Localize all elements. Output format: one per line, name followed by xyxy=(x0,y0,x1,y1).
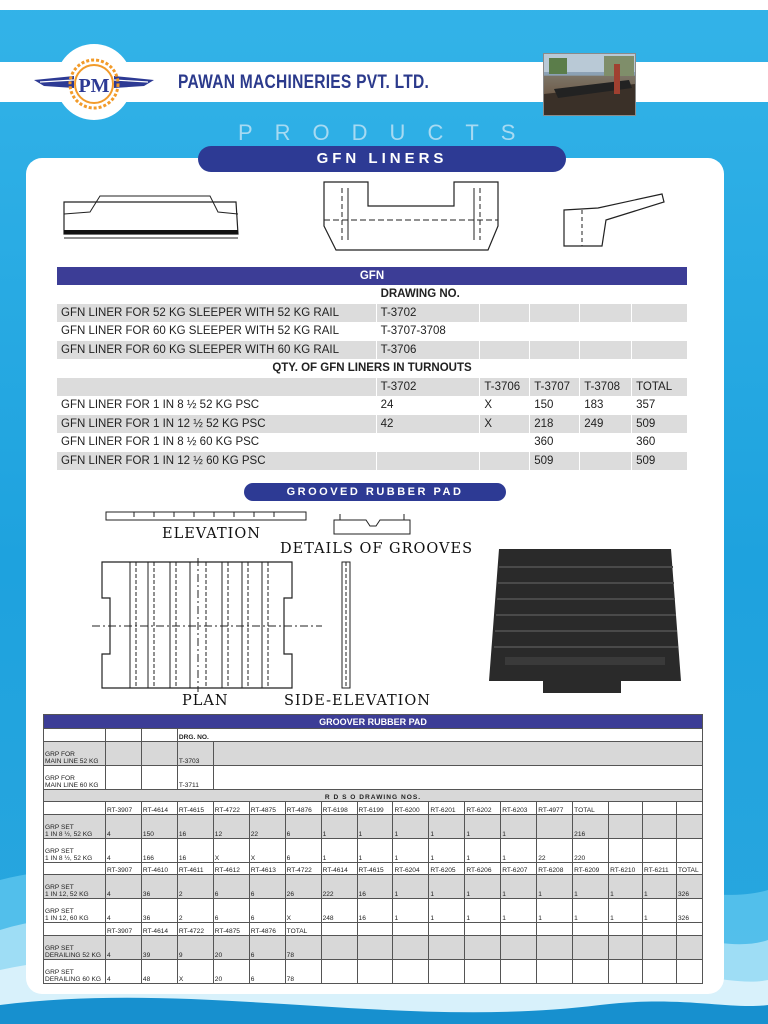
row-label: GRP SET 1 IN 12, 52 KG xyxy=(44,875,106,899)
logo-text: PM xyxy=(78,75,110,97)
table-row xyxy=(44,765,703,789)
row-label: GRP SET 1 IN 8 ½, 52 KG xyxy=(44,814,106,838)
table-row: GFN LINER FOR 60 KG SLEEPER WITH 60 KG RAIL T-3706 xyxy=(57,341,688,360)
grp-table-title: GROOVER RUBBER PAD xyxy=(44,715,703,729)
drg-no-header: DRG. NO. xyxy=(177,729,702,742)
qty-title: QTY. OF GFN LINERS IN TURNOUTS xyxy=(57,359,688,378)
row-label: GRP SET DERAILING 60 KG xyxy=(44,959,106,983)
table-row: GRP SET DERAILING 60 KG 4 48 X 20 6 78 xyxy=(44,959,703,983)
gfn-table xyxy=(56,266,688,471)
drg-no: T-3703 xyxy=(177,741,213,765)
gfn-table-title: GFN xyxy=(57,267,688,286)
company-logo xyxy=(30,42,158,122)
row-label: GRP SET 1 IN 8 ½, 52 KG xyxy=(44,838,106,862)
sub-title: GROOVED RUBBER PAD xyxy=(244,483,506,501)
table-row: GFN LINER FOR 1 IN 8 ½ 60 KG PSC 360 360 xyxy=(57,433,688,452)
plan-drawing xyxy=(92,558,322,692)
table-row: GFN LINER FOR 52 KG SLEEPER WITH 52 KG RAIL T-3702 xyxy=(57,304,688,323)
elevation-drawing xyxy=(104,508,310,524)
liner-drawing-3 xyxy=(558,190,670,248)
row-label: GRP FOR MAIN LINE 52 KG xyxy=(44,741,106,765)
plan-label: PLAN xyxy=(182,693,229,709)
grp-col-header-row: RT-3907 RT-4614 RT-4722 RT-4875 RT-4876 TOTAL xyxy=(44,923,703,936)
product-title: GFN LINERS xyxy=(198,146,566,172)
elevation-label: ELEVATION xyxy=(162,526,261,542)
table-row: GFN LINER FOR 1 IN 8 ½ 52 KG PSC 24 X 150 183 357 xyxy=(57,396,688,415)
grp-col-header-row: RT-3907 RT-4614 RT-4615 RT-4722 RT-4875 RT-4876 RT-6198 RT-6199 RT-6200 RT-6201 RT-6202 RT-6203 RT-4977 TOTAL xyxy=(44,802,703,815)
drg-no: T-3711 xyxy=(177,765,213,789)
groove-detail-drawing xyxy=(330,510,414,540)
company-name: PAWAN MACHINERIES PVT. LTD. xyxy=(178,72,430,93)
table-row xyxy=(44,741,703,765)
rubber-pad-photo xyxy=(485,545,682,693)
side-elevation-drawing xyxy=(338,558,354,692)
liner-drawing-1 xyxy=(60,192,244,248)
table-row: GRP SET 1 IN 12, 60 KG 4 36 2 6 6 X 248 16 1 1 1 1 1 1 1 1 326 xyxy=(44,899,703,923)
table-row: GFN LINER FOR 1 IN 12 ½ 52 KG PSC 42 X 218 249 509 xyxy=(57,415,688,434)
row-label: GRP SET DERAILING 52 KG xyxy=(44,935,106,959)
top-strip xyxy=(0,0,768,10)
row-label: GRP FOR MAIN LINE 60 KG xyxy=(44,765,106,789)
rdso-title: R D S O DRAWING NOS. xyxy=(44,789,703,802)
table-row: GRP SET 1 IN 8 ½, 52 KG 4 166 16 X X 6 1 1 1 1 1 1 22 220 xyxy=(44,838,703,862)
grp-table xyxy=(43,714,703,984)
side-elevation-label: SIDE-ELEVATION xyxy=(284,693,431,709)
grp-col-header-row: RT-3907 RT-4610 RT-4611 RT-4612 RT-4613 RT-4722 RT-4614 RT-4615 RT-6204 RT-6205 RT-6206 RT-6207 RT-6208 RT-6209 RT-6210 RT-6211 TOTAL xyxy=(44,862,703,875)
details-label: DETAILS OF GROOVES xyxy=(280,541,474,557)
liner-drawing-2 xyxy=(318,178,504,256)
table-row: GFN LINER FOR 60 KG SLEEPER WITH 52 KG RAIL T-3707-3708 xyxy=(57,322,688,341)
table-row: GRP SET 1 IN 8 ½, 52 KG 4 150 16 12 22 6 1 1 1 1 1 1 216 xyxy=(44,814,703,838)
table-row: GRP SET DERAILING 52 KG 4 39 9 20 6 78 xyxy=(44,935,703,959)
grp-title-row xyxy=(44,715,703,729)
table-row: GRP SET 1 IN 12, 52 KG 4 36 2 6 6 26 222 16 1 1 1 1 1 1 1 1 326 xyxy=(44,875,703,899)
factory-photo xyxy=(543,53,636,116)
drawing-no-header: DRAWING NO. xyxy=(376,285,480,304)
row-label: GRP SET 1 IN 12, 60 KG xyxy=(44,899,106,923)
table-row: GFN LINER FOR 1 IN 12 ½ 60 KG PSC 509 509 xyxy=(57,452,688,471)
qty-header-row: T-3702 T-3706 T-3707 T-3708 TOTAL xyxy=(57,378,688,397)
section-heading: PRODUCTS xyxy=(238,120,538,145)
